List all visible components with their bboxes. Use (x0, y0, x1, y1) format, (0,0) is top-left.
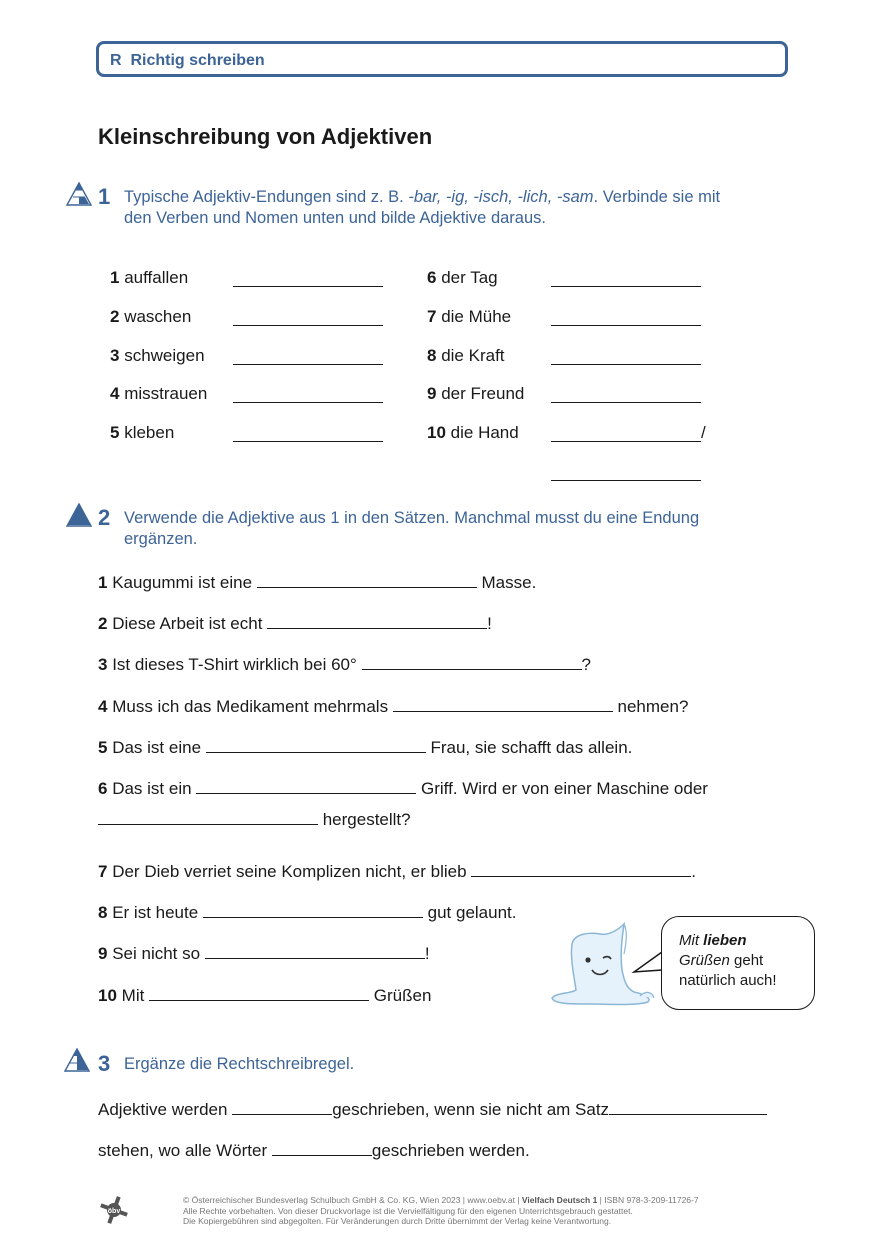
word-item: 5 kleben (110, 423, 175, 442)
answer-blank[interactable] (98, 808, 318, 825)
difficulty-pyramid-icon (66, 503, 92, 527)
section-letter: R (110, 52, 122, 69)
word-item: 3 schweigen (110, 346, 205, 365)
answer-blank[interactable] (551, 286, 701, 287)
answer-blank[interactable] (233, 441, 383, 442)
answer-blank[interactable] (196, 777, 416, 794)
answer-blank[interactable] (205, 942, 425, 959)
task-number: 1 (98, 184, 111, 209)
sentence: 4 Muss ich das Medikament mehrmals nehmen? (98, 697, 689, 716)
answer-blank[interactable] (233, 402, 383, 403)
answer-blank[interactable] (551, 325, 701, 326)
task-instruction: Verwende die Adjektive aus 1 in den Sätzen. Manchmal musst du eine Endung ergänzen. (124, 509, 700, 548)
difficulty-pyramid-icon (66, 182, 92, 206)
answer-blank[interactable] (272, 1139, 372, 1156)
answer-blank[interactable] (267, 612, 487, 629)
footer-copyright: © Österreichischer Bundesverlag Schulbuch GmbH & Co. KG, Wien 2023 | www.oebv.at | Vielfach Deutsch 1 | ISBN 978-3-209-11726-7 Alle Rechte vorbehalten. Von dieser Druckvorlage ist die Vervielfältigung für den eigenen Unterrichtsgebrauch gestattet. Die Kopiergebühren sind abgegolten. Für Veränderungen durch Dritte übernimmt der Verlag keine Verantwortung. (183, 1195, 699, 1226)
word-item: 6 der Tag (427, 268, 498, 287)
sentence: 5 Das ist eine Frau, sie schafft das allein. (98, 738, 633, 757)
answer-blank[interactable] (551, 364, 701, 365)
task-number: 2 (98, 505, 111, 530)
sentence: 2 Diese Arbeit ist echt ! (98, 614, 492, 633)
word-item: 8 die Kraft (427, 346, 505, 365)
rule-line: stehen, wo alle Wörter geschrieben werden. (98, 1141, 530, 1160)
slash-separator: / (701, 423, 706, 442)
sentence: 1 Kaugummi ist eine Masse. (98, 573, 537, 592)
endings-list: -bar, -ig, -isch, -lich, -sam (408, 188, 594, 206)
answer-blank[interactable] (551, 441, 701, 442)
sentence: 8 Er ist heute gut gelaunt. (98, 903, 517, 922)
word-item: 2 waschen (110, 307, 192, 326)
answer-blank[interactable] (362, 653, 582, 670)
answer-blank[interactable] (232, 1098, 332, 1115)
word-item: 10 die Hand (427, 423, 519, 442)
answer-blank[interactable] (471, 860, 691, 877)
answer-blank[interactable] (393, 695, 613, 712)
answer-blank[interactable] (551, 480, 701, 481)
page-title: Kleinschreibung von Adjektiven (98, 124, 433, 149)
publisher-logo-icon (98, 1194, 130, 1226)
answer-blank[interactable] (206, 736, 426, 753)
word-item: 1 auffallen (110, 268, 189, 287)
answer-blank[interactable] (609, 1098, 767, 1115)
word-item: 4 misstrauen (110, 384, 208, 403)
section-label: Richtig schreiben (130, 52, 265, 69)
answer-blank[interactable] (233, 325, 383, 326)
section-header (110, 52, 265, 70)
answer-blank[interactable] (233, 286, 383, 287)
task-instruction: Typische Adjektiv-Endungen sind z. B. -bar, -ig, -isch, -lich, -sam. Verbinde sie mit den Verben und Nomen unten und bilde Adjektive daraus. (124, 188, 721, 227)
answer-blank[interactable] (233, 364, 383, 365)
sentence-continuation: hergestellt? (98, 808, 411, 830)
answer-blank[interactable] (149, 984, 369, 1001)
answer-blank[interactable] (551, 402, 701, 403)
sentence: 9 Sei nicht so ! (98, 944, 430, 963)
sentence: 3 Ist dieses T-Shirt wirklich bei 60° ? (98, 655, 591, 674)
task-instruction: Ergänze die Rechtschreibregel. (124, 1055, 355, 1073)
answer-blank[interactable] (257, 571, 477, 588)
sentence: 6 Das ist ein Griff. Wird er von einer Maschine oder (98, 779, 708, 798)
task-number: 3 (98, 1051, 111, 1076)
word-item: 7 die Mühe (427, 307, 512, 326)
rule-line: Adjektive werden geschrieben, wenn sie nicht am Satz (98, 1098, 767, 1120)
speech-bubble-text: Mit lieben Grüßen geht natürlich auch! (679, 932, 777, 989)
word-item: 9 der Freund (427, 384, 525, 403)
answer-blank[interactable] (203, 901, 423, 918)
difficulty-pyramid-icon (64, 1048, 90, 1072)
sentence: 7 Der Dieb verriet seine Komplizen nicht, er blieb . (98, 862, 696, 881)
sentence: 10 Mit Grüßen (98, 986, 432, 1005)
logo-text: öbv (107, 1208, 121, 1215)
